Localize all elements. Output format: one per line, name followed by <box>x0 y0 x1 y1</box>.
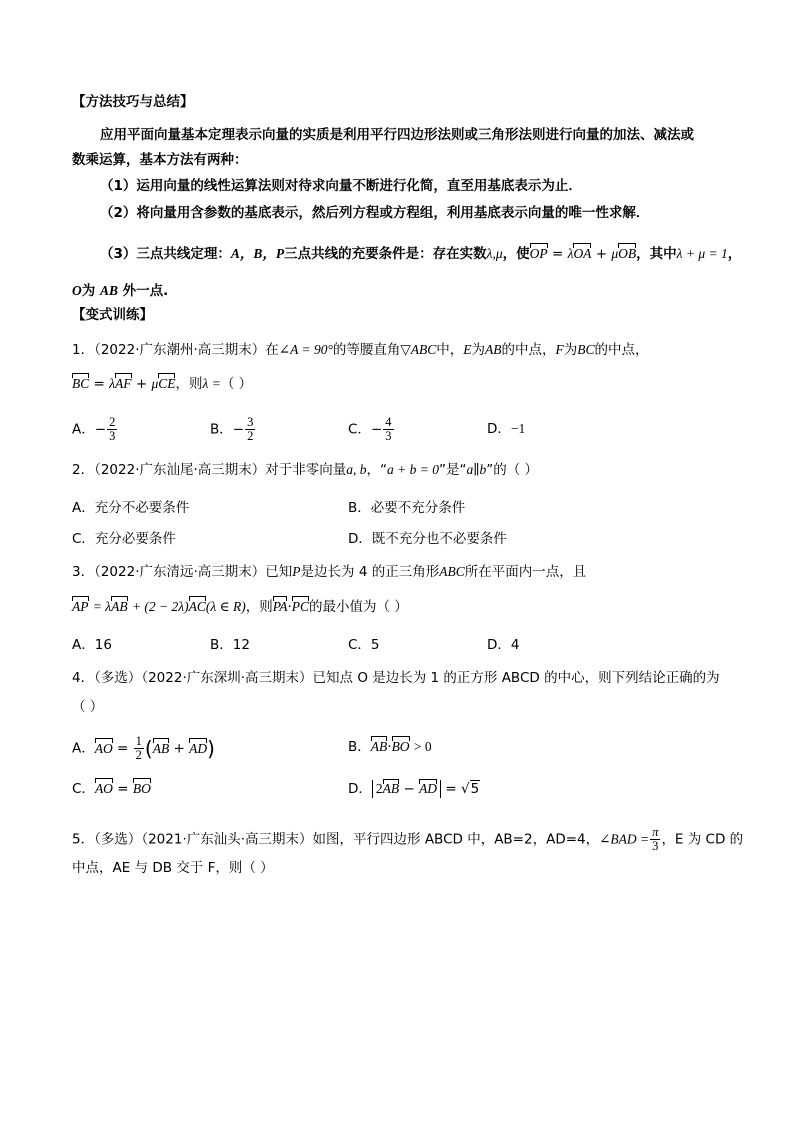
q1-AB: AB <box>485 342 502 357</box>
summary-point2: （2）将向量用含参数的基底表示，然后列方程或方程组，利用基底表示向量的唯一性求解． <box>100 205 650 221</box>
q4-option-c[interactable] <box>72 779 151 799</box>
q1-F: F <box>555 342 564 357</box>
q5-stem2: ，E 为 CD 的 <box>661 831 744 848</box>
point3-cond: λ + μ = 1 <box>676 246 728 261</box>
vec-PC: PC <box>292 597 309 617</box>
vec-AO: AO <box>95 739 113 759</box>
q3-option-b[interactable]: B．12 <box>210 637 250 653</box>
q3-equation: AP = λAB + (2 − 2λ)AC(λ ∈ R)，则PA·PC的最小值为（ ） <box>72 599 408 615</box>
q2-stem-text: 2．（2022·广东汕尾·高三期末）对于非零向量 <box>72 462 347 478</box>
q2-vectors: a, b <box>346 462 367 477</box>
q1-option-a-sign: − <box>94 421 107 438</box>
q5-angle: ∠BAD = <box>599 831 650 847</box>
q1-option-b-label: B． <box>210 421 233 438</box>
point3-prefix: （3）三点共线定理： <box>100 246 231 262</box>
sqrt-symbol: √5 <box>460 781 480 797</box>
vec-AB-4: AB <box>382 781 400 796</box>
q2-cond1: a + b = 0 <box>387 462 440 477</box>
q1-c-den: 3 <box>385 429 392 443</box>
q1-option-d-label: D． <box>487 421 511 437</box>
vec-OP: OP <box>530 244 548 264</box>
segment-AB: AB <box>99 283 118 298</box>
point3-points: A，B，P <box>230 246 285 261</box>
summary-intro-line1: 应用平面向量基本定理表示向量的实质是利用平行四边形法则或三角形法则进行向量的加法、减法或 <box>100 127 694 143</box>
q4-option-b-label: B． <box>348 739 371 755</box>
q3-stem5: 的最小值为（ ） <box>309 599 408 615</box>
q4-option-a[interactable]: A．AO = $\frac{1}{2}$ (AB + AD) <box>72 734 215 762</box>
q5-line2: 中点，AE 与 DB 交于 F，则（ ） <box>72 860 274 876</box>
q1-stem-text: 1．（2022·广东潮州·高三期末）在 <box>72 342 279 358</box>
vec-AP: AP <box>72 597 89 617</box>
summary-intro-line2: 数乘运算，基本方法有两种： <box>72 152 248 168</box>
q3-stem <box>72 562 586 582</box>
q3-eq: = λ <box>92 599 112 614</box>
q1-eq-tail: ，则 <box>175 376 203 392</box>
q2-stem <box>72 460 538 480</box>
point3-tail: ， <box>727 246 742 262</box>
q3-stem3: 所在平面内一点，且 <box>464 564 587 580</box>
q2-cond2: a∥b <box>466 462 487 477</box>
point-O: O <box>72 283 82 298</box>
q4-d-rad: 5 <box>470 781 480 797</box>
vec-AB: AB <box>111 597 128 617</box>
q2-option-b[interactable]: B．必要不充分条件 <box>348 500 466 516</box>
q1-stem6: 为 <box>563 342 578 358</box>
q4-a-half-num: 1 <box>135 734 142 748</box>
q4-c-eq: = <box>117 781 129 797</box>
q2-option-d[interactable]: D．既不充分也不必要条件 <box>348 531 507 547</box>
q1-BC: BC <box>577 342 595 357</box>
q1-equation: BC = λAF + μCE，则λ =（ ） <box>72 376 253 392</box>
q1-c-num: 4 <box>385 415 392 429</box>
q5-three: 3 <box>652 839 659 853</box>
q1-lambda: λ = <box>202 376 221 391</box>
q1-option-d[interactable] <box>487 419 525 439</box>
practice-heading: 【变式训练】 <box>72 307 153 323</box>
q3-option-d[interactable]: D．4 <box>487 637 520 653</box>
q4-stem: 4．（多选）（2022·广东深圳·高三期末）已知点 O 是边长为 1 的正方形 ABCD 的中心，则下列结论正确的为 <box>72 670 720 686</box>
vec-AB-3: AB <box>371 737 388 757</box>
q1-option-c-label: C． <box>348 421 371 438</box>
vec-AD: AD <box>189 739 207 759</box>
vec-AC: AC <box>189 597 206 617</box>
q3-option-a[interactable]: A．16 <box>72 637 112 653</box>
summary-point3: （3）三点共线定理：A，B，P三点共线的充要条件是：存在实数λ,μ，使OP = λOA + μOB，其中λ + μ = 1， <box>100 246 742 262</box>
vec-AD-2: AD <box>419 781 438 796</box>
q5-stem <box>72 826 743 853</box>
q3-stem4: ，则 <box>245 599 273 615</box>
q1-option-c[interactable] <box>348 416 395 443</box>
vec-BO-2: BO <box>133 779 151 799</box>
q1-b-num: 3 <box>247 415 254 429</box>
summary-heading: 【方法技巧与总结】 <box>72 94 194 110</box>
q2-stem2: ，“ <box>366 462 388 478</box>
point3-mid: 三点共线的充要条件是：存在实数 <box>284 246 487 262</box>
q4-b-tail: > 0 <box>413 739 432 754</box>
vec-AB-2: AB <box>153 739 170 759</box>
q1-stem2: 的等腰直角 <box>332 342 401 358</box>
q4-option-c-label: C． <box>72 781 95 797</box>
vec-AO-2: AO <box>95 779 113 799</box>
point3-line2-text: 为 <box>81 283 96 299</box>
vec-OB: OB <box>618 244 636 264</box>
q1-stem5: 的中点， <box>501 342 556 358</box>
q3-P: P <box>292 564 301 579</box>
q3-option-c[interactable]: C．5 <box>348 637 380 653</box>
q3-stem2: 是边长为 4 的正三角形 <box>300 564 440 580</box>
q4-paren: （ ） <box>72 699 104 715</box>
q1-option-a[interactable] <box>72 416 118 443</box>
q5-pi: π <box>652 825 659 839</box>
point3-make: ，使 <box>502 246 530 262</box>
q3-stem-text: 3．（2022·广东清远·高三期末）已知 <box>72 564 293 580</box>
q4-option-d-label: D． <box>348 781 372 797</box>
vec-PA: PA <box>273 597 288 617</box>
point3-params: λ,μ <box>486 246 503 261</box>
q5-stem-text: 5．（多选）（2021·广东汕头·高三期末）如图，平行四边形 ABCD 中，AB=2，AD=4， <box>72 831 600 848</box>
q1-option-d-value: −1 <box>510 421 526 436</box>
vec-BO: BO <box>392 737 410 757</box>
point3-where: ，其中 <box>636 246 677 262</box>
q1-angle: ∠A = 90° <box>278 342 333 357</box>
summary-point3-line2 <box>72 281 168 301</box>
q1-stem3: 中， <box>436 342 464 358</box>
q3-eq2: + (2 − 2λ) <box>131 599 189 614</box>
q3-eq3: (λ ∈ R) <box>205 599 246 614</box>
summary-point1: （1）运用向量的线性运算法则对待求向量不断进行化简，直至用基底表示为止． <box>100 178 582 194</box>
q1-option-a-label: A． <box>72 421 95 438</box>
q1-stem7: 的中点， <box>594 342 649 358</box>
q3-ABC: ABC <box>439 564 465 579</box>
q1-triangle: ▽ABC <box>400 342 437 357</box>
q2-stem4: ”的（ ） <box>486 462 539 478</box>
q2-option-a[interactable]: A．充分不必要条件 <box>72 500 190 516</box>
q4-a-eq: = <box>117 740 129 757</box>
q4-option-b[interactable]: B．AB·BO > 0 <box>348 739 432 755</box>
q1-stem <box>72 340 649 360</box>
q1-option-c-sign: − <box>370 421 383 438</box>
point3-line2-end: 外一点. <box>122 283 169 299</box>
q4-d-two: 2 <box>375 781 383 796</box>
q1-option-b[interactable] <box>210 416 256 443</box>
q1-paren: （ ） <box>220 376 253 392</box>
q4-d-eq: = <box>445 781 457 797</box>
q4-option-d[interactable] <box>348 779 480 799</box>
vec-OA: OA <box>573 244 591 264</box>
q4-a-half-den: 2 <box>135 748 142 762</box>
q1-b-den: 2 <box>247 429 254 443</box>
q4-option-a-label: A． <box>72 740 95 757</box>
vec-CE: CE <box>158 374 175 394</box>
q1-E: E <box>463 342 472 357</box>
vec-BC: BC <box>72 374 89 394</box>
q2-option-c[interactable]: C．充分必要条件 <box>72 531 176 547</box>
q1-stem4: 为 <box>471 342 485 358</box>
q1-a-num: 2 <box>109 415 116 429</box>
q4-d-minus: − <box>403 781 415 797</box>
vec-AF: AF <box>115 374 132 394</box>
q1-a-den: 3 <box>109 429 116 443</box>
q2-stem3: ”是“ <box>439 462 467 478</box>
q1-option-b-sign: − <box>232 421 245 438</box>
